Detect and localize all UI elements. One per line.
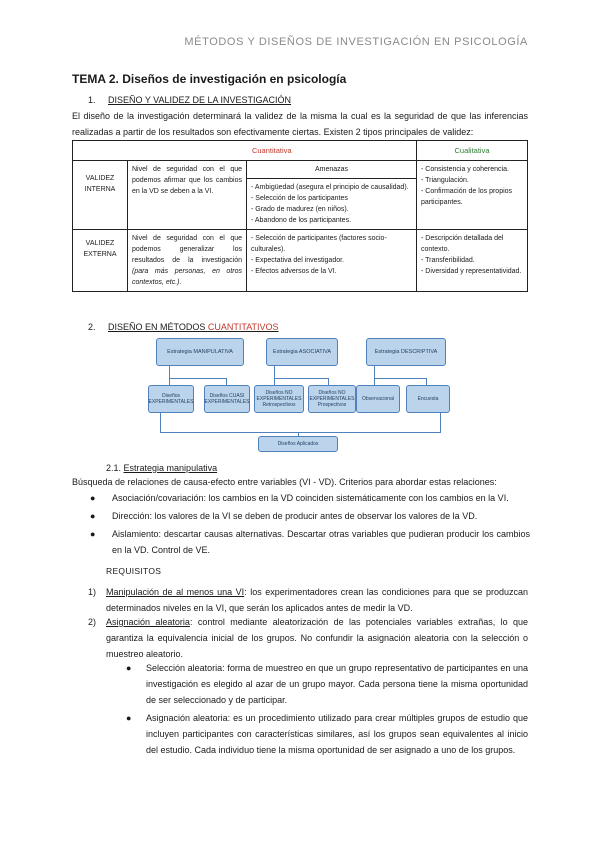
criteria-list [90,490,530,560]
design-quasi-experimental-box: Diseños CUASI EXPERIMENTALES [204,385,250,413]
section-1-heading [88,95,291,105]
internal-validity-label: VALIDEZ INTERNA [73,161,128,230]
connector-line [169,365,170,385]
connector-line [440,413,441,433]
subsection-number: 2.1. [106,463,122,473]
validity-table [72,140,528,292]
random-selection-text: Selección aleatoria: forma de muestreo en que un grupo representativo de participantes en una investigación es elegido al azar de un grupo mayor. Cada persona tiene la misma oportunidad de ser seleccionado y de participar. [146,663,528,705]
requirement-1-text: : los experimentadores crean las condiciones para que se produzcan determinados niveles en la VI, que serán los aplicados antes de medir la VD. [106,587,528,613]
design-experimental-box: Diseños EXPERIMENTALES [148,385,194,413]
strategy-associative-box: Estrategia ASOCIATIVA [266,338,338,366]
section-2-number: 2. [88,322,96,332]
external-validity-definition-cell [128,230,247,292]
design-prospective-box: Diseños NO EXPERIMENTALES Prospectivos [308,385,356,413]
bullet-icon: ● [126,713,132,723]
subsection-2-1-heading [106,463,217,473]
internal-validity-qualitative: - Consistencia y coherencia. - Triangulación. - Confirmación de los propios participantes. [417,161,528,230]
section-2-title [108,322,279,332]
section-1-title: DISEÑO Y VALIDEZ DE LA INVESTIGACIÓN [108,95,292,105]
section-2-heading [88,322,279,332]
design-survey-box: Encuesta [406,385,450,413]
subsection-title: Estrategia manipulativa [123,463,218,473]
requirement-1-label: Manipulación de al menos una VI [106,587,245,597]
external-validity-qualitative: - Descripción detallada del contexto. - Transferibilidad. - Diversidad y representatividad. [417,230,528,292]
requirement-2-text: : control mediante aleatorización de las potenciales variables extrañas, lo que garantiza la equivalencia inicial de los grupos. No confundir la asignación aleatoria con la selección o muestreo aleatorio. [106,617,528,659]
strategy-descriptive-box: Estrategia DESCRIPTIVA [366,338,446,366]
external-validity-definition-note: (para más personas, en otros contextos, etc.). [132,268,242,286]
subsection-intro: Búsqueda de relaciones de causa-efecto entre variables (VI - VD). Criterios para abordar estas relaciones: [72,477,497,487]
requirement-2 [88,614,528,662]
connector-line [226,378,227,385]
external-validity-label: VALIDEZ EXTERNA [73,230,128,292]
list-item [90,526,530,558]
bullet-icon: ● [90,511,96,521]
internal-validity-definition: Nivel de seguridad con el que podemos afirmar que los cambios en la VD se deben a la VI. [128,161,247,230]
internal-validity-threats-cell [247,161,417,230]
strategy-manipulative-box: Estrategia MANIPULATIVA [156,338,244,366]
table-row-external [73,230,528,292]
requirement-2-body [106,614,528,662]
design-retrospective-box: Diseños NO EXPERIMENTALES Retrospectivos [254,385,304,413]
connector-line [160,413,161,433]
connector-line [426,378,427,385]
sub-bullet-random-assignment [126,710,528,758]
section-1-intro: El diseño de la investigación determinará la validez de la misma la cual es la seguridad de que las inferencias realizadas a partir de los resultados son efectivamente ciertas. Existen 2 tipos principales de validez: [72,111,528,137]
sub-bullet-random-selection [126,660,528,708]
requirement-1 [88,584,528,616]
requirement-2-label: Asignación aleatoria [106,617,190,627]
list-item [90,508,530,524]
section-2-title-prefix: DISEÑO EN MÉTODOS [108,322,208,332]
table-header-empty [73,141,128,161]
table-header-quantitative: Cuantitativa [128,141,417,161]
external-validity-definition: Nivel de seguridad con el que podemos generalizar los resultados de la investigación [132,235,242,264]
table-header-qualitative: Cualitativa [417,141,528,161]
quantitative-designs-diagram [148,338,458,456]
connector-line [274,378,328,379]
criterion-direction: Dirección: los valores de la VI se deben de producir antes de observar los valores de la VD. [112,511,478,521]
page-title: TEMA 2. Diseños de investigación en psicología [72,72,347,86]
table-header-row [73,141,528,161]
applied-designs-box: Diseños Aplicados [258,436,338,452]
section-2-title-highlight: CUANTITATIVOS [207,322,279,332]
requirement-1-body [106,584,528,616]
list-item [90,490,530,506]
criterion-isolation: Aislamiento: descartar causas alternativas. Descartar otras variables que pudieran producir los cambios en la VD. Control de VE. [112,529,530,555]
random-assignment-text: Asignación aleatoria: es un procedimiento utilizado para crear múltiples grupos de estudio que incluyen participantes con características similares, así los grupos sean equivalentes al inicio del estudio. Cada individuo tiene la misma oportunidad de ser asignado a uno de los grupos. [146,713,528,755]
internal-validity-threats: - Ambigüedad (asegura el principio de causalidad). - Selección de los participantes - Grado de madurez (en niños). - Abandono de los participantes. [251,184,409,224]
connector-line [160,432,440,433]
design-observational-box: Observacional [356,385,400,413]
threats-subheader: Amenazas [247,161,416,179]
connector-line [274,365,275,385]
connector-line [328,378,329,385]
requirement-2-number: 2) [88,617,97,627]
criterion-association: Asociación/covariación: los cambios en la VD coinciden sistemáticamente con los cambios en la VI. [112,493,509,503]
page-header: MÉTODOS Y DISEÑOS DE INVESTIGACIÓN EN PSICOLOGÍA [184,36,528,48]
bullet-icon: ● [90,493,96,503]
bullet-icon: ● [90,529,96,539]
section-1-number: 1. [88,95,96,105]
connector-line [169,378,227,379]
table-row-internal [73,161,528,230]
requirements-title: REQUISITOS [106,566,162,576]
external-validity-threats: - Selección de participantes (factores socio-culturales). - Expectativa del investigador. - Efectos adversos de la VI. [247,230,417,292]
connector-line [374,365,375,385]
bullet-icon: ● [126,663,132,673]
requirement-1-number: 1) [88,587,97,597]
connector-line [374,378,426,379]
